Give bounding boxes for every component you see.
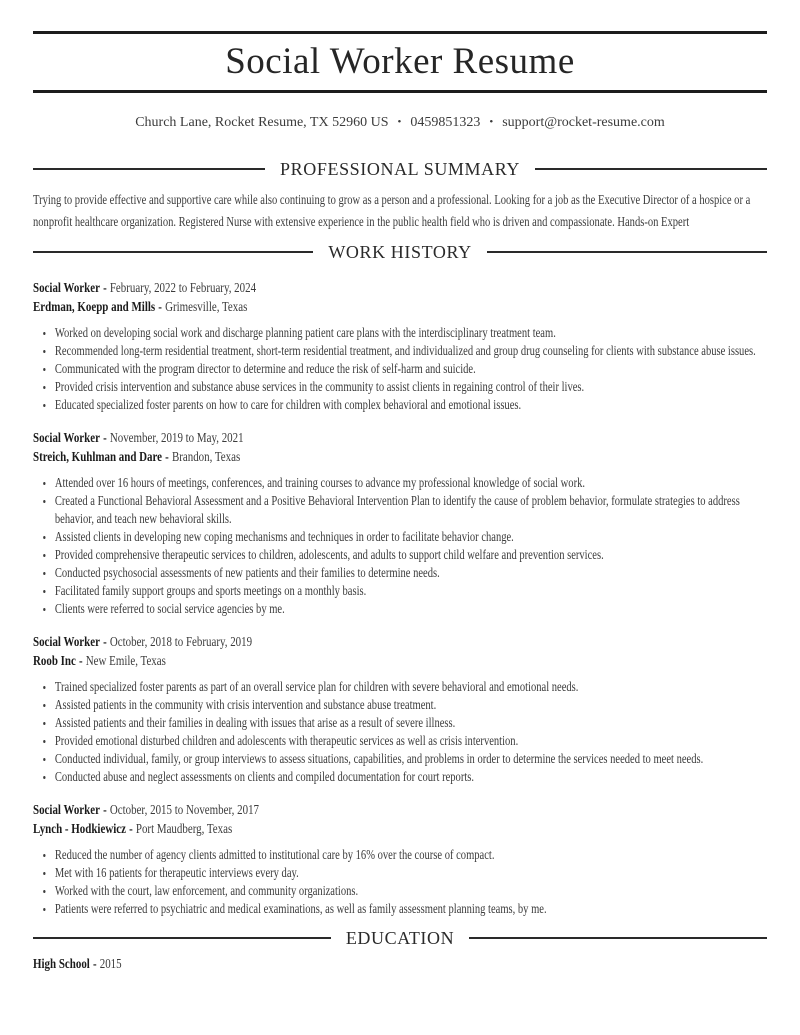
bullet-item: • Assisted patients and their families in dealing with issues that arise as a result of severe illness. — [53, 714, 767, 732]
professional-summary-text: Trying to provide effective and supportive care while also continuing to grow as a person and a professional. Looking for a job as the Executive Director of a hospice or a nonprofit healthcare organization. Registered Nurse with extensive experience in the public health field who is driven and compassionate. Hands-on Expert — [33, 192, 751, 229]
dash-separator: - — [103, 803, 107, 818]
header-bottom-rule — [33, 90, 767, 93]
job-company: Streich, Kuhlman and Dare — [33, 450, 163, 465]
job-location: Brandon, Texas — [171, 450, 241, 465]
bullet-item: • Worked on developing social work and discharge planning patient care plans with the interdisciplinary treatment team. — [53, 324, 767, 342]
bullet-item: • Conducted individual, family, or group interviews to assess situations, capabilities, and problems in order to determine the services needed to meet needs. — [53, 750, 767, 768]
job-bullet-list — [33, 324, 767, 414]
contact-line — [33, 113, 767, 132]
bullet-item: • Assisted clients in developing new coping mechanisms and techniques in order to facilitate behavior change. — [53, 528, 767, 546]
bullet-item: • Trained specialized foster parents as part of an overall service plan for children with severe behavioral and emotional needs. — [53, 678, 767, 696]
contact-address: Church Lane, Rocket Resume, TX 52960 US — [135, 115, 389, 130]
bullet-item: • Attended over 16 hours of meetings, conferences, and training courses to advance my professional knowledge of social work. — [53, 474, 767, 492]
job-entry — [33, 279, 767, 414]
bullet-item: • Clients were referred to social service agencies by me. — [53, 600, 767, 618]
divider-line — [487, 251, 767, 253]
bullet-item: • Provided crisis intervention and substance abuse services in the community to assist clients in regaining control of their lives. — [53, 378, 767, 396]
page-title: Social Worker Resume — [225, 41, 575, 82]
bullet-item: • Created a Functional Behavioral Assessment and a Positive Behavioral Intervention Plan to identify the cause of problem behavior, formulate strategies to address behavior, and teach new behavioral skills. — [53, 492, 767, 528]
divider-line — [535, 168, 767, 170]
section-header-professional-summary — [33, 157, 767, 181]
contact-separator-icon: • — [489, 116, 494, 128]
contact-email: support@rocket-resume.com — [502, 115, 665, 130]
job-company-line — [33, 652, 767, 671]
job-title-line — [33, 279, 767, 298]
bullet-item: • Conducted psychosocial assessments of new patients and their families to determine needs. — [53, 564, 767, 582]
professional-summary-heading: PROFESSIONAL SUMMARY — [280, 159, 520, 179]
divider-line — [33, 251, 313, 253]
dash-separator: - — [129, 822, 133, 837]
bullet-item: • Conducted abuse and neglect assessments on clients and compiled documentation for court reports. — [53, 768, 767, 786]
job-title-line — [33, 801, 767, 820]
job-bullet-list — [33, 474, 767, 618]
job-company-line — [33, 820, 767, 839]
job-dates: February, 2022 to February, 2024 — [109, 281, 257, 296]
job-dates: October, 2015 to November, 2017 — [109, 803, 260, 818]
section-header-education — [33, 926, 767, 950]
job-dates: November, 2019 to May, 2021 — [109, 431, 244, 446]
bullet-item: • Facilitated family support groups and sports meetings on a monthly basis. — [53, 582, 767, 600]
dash-separator: - — [158, 300, 162, 315]
job-bullet-list — [33, 678, 767, 786]
job-location: Grimesville, Texas — [165, 300, 248, 315]
bullet-item: • Reduced the number of agency clients admitted to institutional care by 16% over the course of compact. — [53, 846, 767, 864]
bullet-item: • Assisted patients in the community with crisis intervention and substance abuse treatment. — [53, 696, 767, 714]
job-title: Social Worker — [33, 431, 100, 446]
dash-separator: - — [165, 450, 169, 465]
divider-line — [33, 937, 331, 939]
dash-separator: - — [103, 431, 107, 446]
job-entry — [33, 633, 767, 786]
job-title: Social Worker — [33, 803, 100, 818]
job-location: New Emile, Texas — [85, 654, 166, 669]
job-entry — [33, 801, 767, 918]
bullet-item: • Provided emotional disturbed children and adolescents with therapeutic services as well as crisis intervention. — [53, 732, 767, 750]
contact-separator-icon: • — [397, 116, 402, 128]
bullet-item: • Provided comprehensive therapeutic services to children, adolescents, and adults to support child welfare and prevention services. — [53, 546, 767, 564]
divider-line — [469, 937, 767, 939]
contact-phone: 0459851323 — [410, 115, 481, 130]
job-title-line — [33, 429, 767, 448]
education-degree: High School — [33, 957, 90, 972]
job-company: Roob Inc — [33, 654, 76, 669]
section-header-work-history — [33, 240, 767, 264]
dash-separator: - — [78, 654, 83, 669]
job-dates: October, 2018 to February, 2019 — [109, 635, 253, 650]
bullet-item: • Recommended long-term residential treatment, short-term residential treatment, and individualized and group drug counseling for clients with substance abuse issues. — [53, 342, 767, 360]
job-location: Port Maudberg, Texas — [135, 822, 233, 837]
bullet-item: • Communicated with the program director to determine and reduce the risk of self-harm and suicide. — [53, 360, 767, 378]
education-entry — [33, 955, 767, 974]
education-heading: EDUCATION — [345, 928, 455, 948]
divider-line — [33, 168, 265, 170]
work-history-heading: WORK HISTORY — [328, 242, 472, 262]
job-company: Erdman, Koepp and Mills — [33, 300, 156, 315]
job-company: Lynch - Hodkiewicz — [33, 822, 126, 837]
job-entry — [33, 429, 767, 618]
dash-separator: - — [103, 281, 107, 296]
job-bullet-list — [33, 846, 767, 918]
dash-separator: - — [92, 957, 97, 972]
education-year: 2015 — [99, 957, 122, 972]
bullet-item: • Met with 16 patients for therapeutic interviews every day. — [53, 864, 767, 882]
job-company-line — [33, 448, 767, 467]
job-title-line — [33, 633, 767, 652]
job-title: Social Worker — [33, 635, 100, 650]
bullet-item: • Patients were referred to psychiatric and medical examinations, as well as family assessment planning teams, by me. — [53, 900, 767, 918]
dash-separator: - — [103, 635, 107, 650]
bullet-item: • Educated specialized foster parents on how to care for children with complex behavioral and emotional issues. — [53, 396, 767, 414]
job-company-line — [33, 298, 767, 317]
bullet-item: • Worked with the court, law enforcement, and community organizations. — [53, 882, 767, 900]
job-title: Social Worker — [33, 281, 100, 296]
